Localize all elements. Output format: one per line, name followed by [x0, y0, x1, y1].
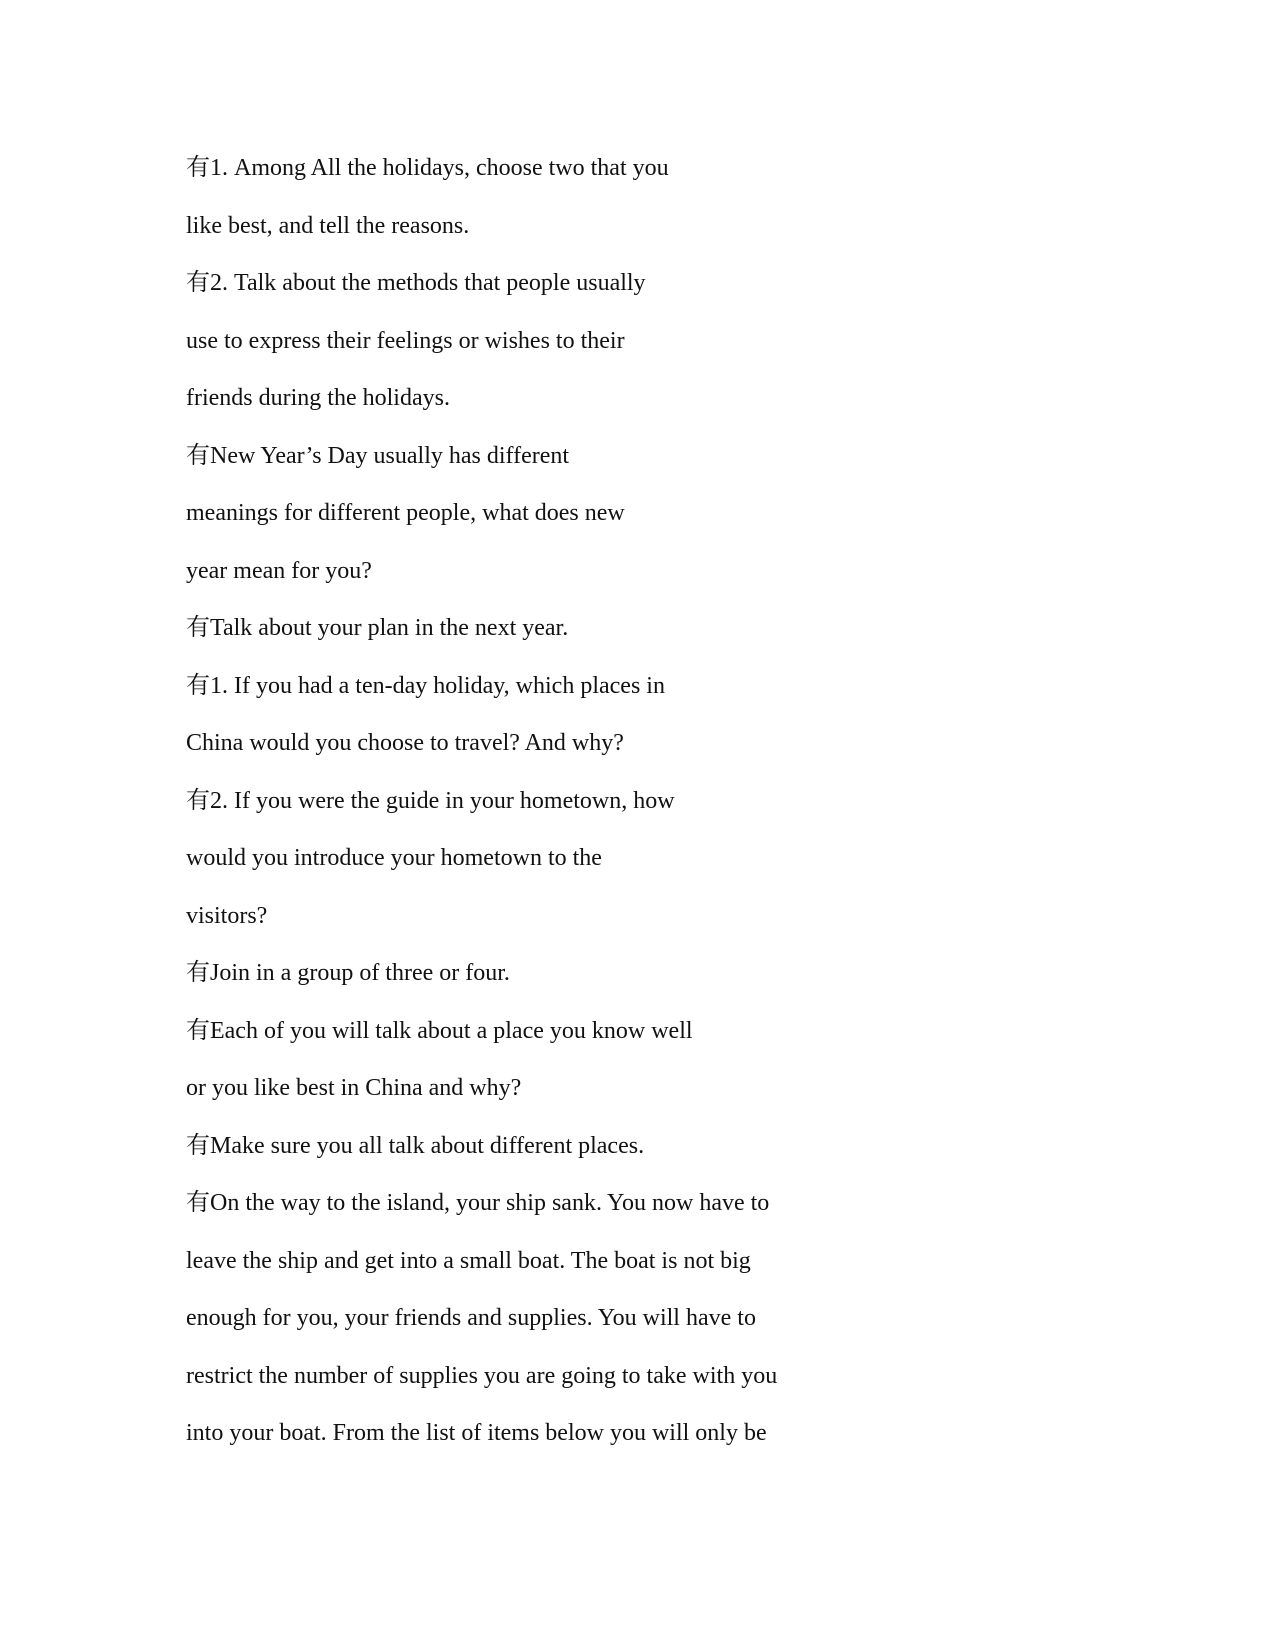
text-line: 有2. Talk about the methods that people usually	[186, 270, 646, 296]
document-body	[186, 140, 1086, 1463]
text-line: 有Talk about your plan in the next year.	[186, 615, 569, 641]
text-line: meanings for different people, what does new	[186, 500, 625, 526]
text-line: 有Make sure you all talk about different places.	[186, 1132, 645, 1159]
text-line: 有2. If you were the guide in your hometown, how	[186, 787, 675, 814]
text-line: into your boat. From the list of items below you will only be	[186, 1420, 767, 1446]
text-line: friends during the holidays.	[186, 385, 450, 411]
text-line: 有On the way to the island, your ship sank. You now have to	[186, 1190, 770, 1216]
text-line: 有Each of you will talk about a place you know well	[186, 1017, 693, 1044]
text-line: China would you choose to travel? And why?	[186, 730, 624, 756]
text-line: use to express their feelings or wishes to their	[186, 327, 625, 354]
text-line: visitors?	[186, 902, 268, 929]
text-line: or you like best in China and why?	[186, 1075, 522, 1101]
text-line: 有New Year’s Day usually has different	[186, 442, 570, 469]
text-line: restrict the number of supplies you are going to take with you	[186, 1362, 778, 1389]
text-line: year mean for you?	[186, 557, 372, 584]
text-line: like best, and tell the reasons.	[186, 212, 470, 239]
text-line: would you introduce your hometown to the	[186, 845, 602, 871]
text-line: 有1. Among All the holidays, choose two that you	[186, 155, 669, 181]
text-line: 有1. If you had a ten-day holiday, which places in	[186, 672, 665, 699]
text-line: enough for you, your friends and supplies. You will have to	[186, 1305, 756, 1331]
text-line: leave the ship and get into a small boat. The boat is not big	[186, 1247, 751, 1274]
text-line: 有Join in a group of three or four.	[186, 960, 510, 986]
